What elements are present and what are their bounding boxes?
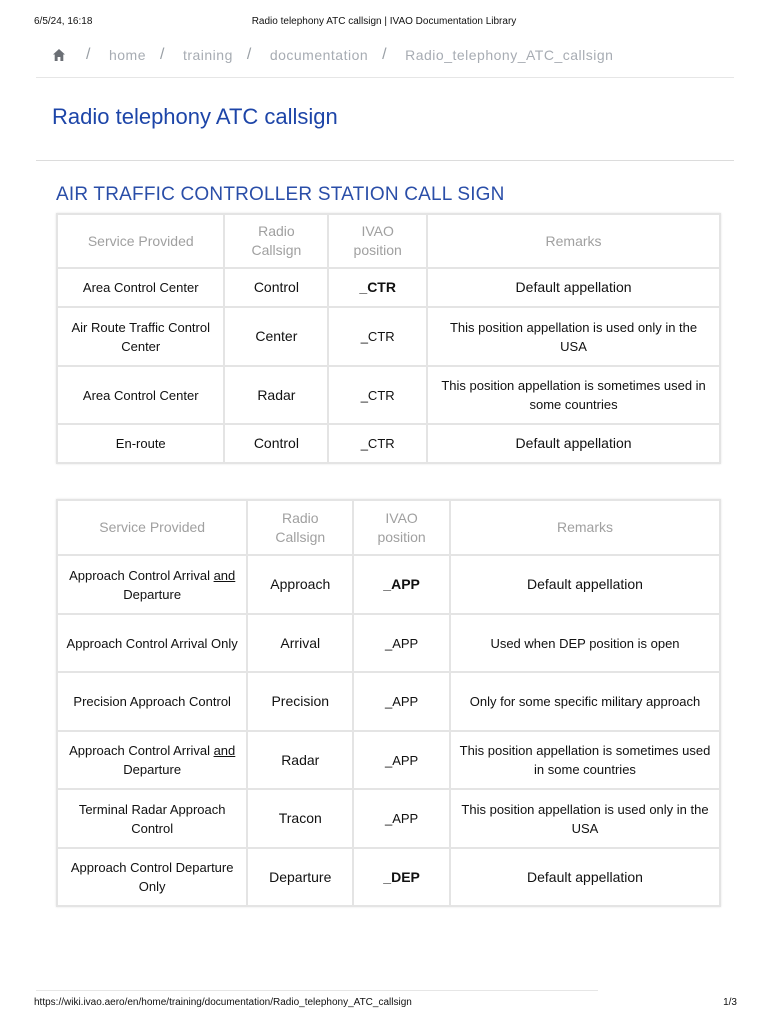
cell-callsign: Departure — [247, 848, 353, 906]
print-doc-title: Radio telephony ATC callsign | IVAO Documentation Library — [251, 16, 517, 27]
breadcrumb-divider — [36, 77, 734, 78]
cell-service: Area Control Center — [57, 366, 224, 424]
cell-remarks: Default appellation — [450, 555, 720, 614]
cell-position: _DEP — [353, 848, 450, 906]
table-header-row — [57, 500, 720, 555]
title-divider — [36, 160, 734, 161]
cell-position: _APP — [353, 731, 450, 789]
cell-position: _APP — [353, 672, 450, 731]
cell-service: Approach Control Departure Only — [57, 848, 247, 906]
breadcrumb-separator: / — [382, 46, 388, 63]
cell-remarks: Used when DEP position is open — [450, 614, 720, 672]
cell-position: _APP — [353, 555, 450, 614]
cell-remarks: Default appellation — [427, 268, 720, 307]
cell-position: _APP — [353, 789, 450, 848]
table-row — [57, 614, 720, 672]
cell-remarks: Default appellation — [427, 424, 720, 463]
cell-remarks: This position appellation is used only in the USA — [427, 307, 720, 366]
cell-callsign: Center — [224, 307, 328, 366]
cell-service: Area Control Center — [57, 268, 224, 307]
cell-service: Terminal Radar Approach Control — [57, 789, 247, 848]
header-ivao-position: IVAO position — [353, 500, 450, 555]
breadcrumb-current-page[interactable]: Radio_telephony_ATC_callsign — [405, 47, 614, 63]
breadcrumb-separator: / — [159, 46, 165, 63]
header-radio-callsign: Radio Callsign — [247, 500, 353, 555]
breadcrumb-home[interactable]: home — [108, 47, 146, 63]
table-row — [57, 555, 720, 614]
header-service-provided: Service Provided — [57, 214, 224, 268]
service-text: Approach Control Arrival and Departure — [69, 567, 236, 602]
home-icon[interactable] — [52, 48, 66, 62]
service-text: Approach Control Arrival and Departure — [69, 743, 236, 777]
table-row — [57, 731, 720, 789]
cell-service — [57, 731, 247, 789]
cell-remarks: Default appellation — [450, 848, 720, 906]
cell-position: _CTR — [328, 268, 427, 307]
cell-remarks: This position appellation is sometimes used in some countries — [427, 366, 720, 424]
cell-callsign: Precision — [247, 672, 353, 731]
print-datetime: 6/5/24, 16:18 — [34, 16, 93, 27]
breadcrumb-documentation[interactable]: documentation — [269, 47, 369, 63]
header-radio-callsign: Radio Callsign — [224, 214, 328, 268]
cell-service — [57, 555, 247, 614]
cell-callsign: Approach — [247, 555, 353, 614]
cell-service: Precision Approach Control — [57, 672, 247, 731]
table-row — [57, 848, 720, 906]
cell-remarks: This position appellation is sometimes used in some countries — [450, 731, 720, 789]
breadcrumb-separator: / — [86, 46, 91, 63]
header-remarks: Remarks — [450, 500, 720, 555]
cell-callsign: Radar — [224, 366, 328, 424]
table-row — [57, 789, 720, 848]
cell-callsign: Radar — [247, 731, 353, 789]
underlined-word: and — [213, 567, 236, 583]
breadcrumb-separator: / — [246, 46, 252, 63]
footer-divider — [36, 990, 598, 991]
cell-callsign: Control — [224, 268, 328, 307]
table-row — [57, 366, 720, 424]
section-title: AIR TRAFFIC CONTROLLER STATION CALL SIGN — [56, 184, 505, 205]
cell-position: _APP — [353, 614, 450, 672]
cell-callsign: Tracon — [247, 789, 353, 848]
page-title: Radio telephony ATC callsign — [52, 104, 338, 129]
print-url: https://wiki.ivao.aero/en/home/training/documentation/Radio_telephony_ATC_callsign — [34, 997, 412, 1008]
cell-service: Air Route Traffic Control Center — [57, 307, 224, 366]
table-row — [57, 268, 720, 307]
page-indicator: 1/3 — [723, 997, 737, 1008]
header-ivao-position: IVAO position — [328, 214, 427, 268]
breadcrumb-training[interactable]: training — [182, 47, 233, 63]
table-row — [57, 424, 720, 463]
cell-position: _CTR — [328, 307, 427, 366]
cell-service: En-route — [57, 424, 224, 463]
header-remarks: Remarks — [427, 214, 720, 268]
table-header-row — [57, 214, 720, 268]
cell-remarks: Only for some specific military approach — [450, 672, 720, 731]
table-row — [57, 672, 720, 731]
cell-callsign: Arrival — [247, 614, 353, 672]
app-callsign-table — [56, 499, 721, 907]
underlined-word: and — [213, 743, 236, 758]
cell-callsign: Control — [224, 424, 328, 463]
cell-service: Approach Control Arrival Only — [57, 614, 247, 672]
table-row — [57, 307, 720, 366]
breadcrumb — [52, 44, 613, 66]
header-service-provided: Service Provided — [57, 500, 247, 555]
cell-remarks: This position appellation is used only in the USA — [450, 789, 720, 848]
ctr-callsign-table — [56, 213, 721, 464]
cell-position: _CTR — [328, 424, 427, 463]
cell-position: _CTR — [328, 366, 427, 424]
print-header — [0, 16, 768, 30]
